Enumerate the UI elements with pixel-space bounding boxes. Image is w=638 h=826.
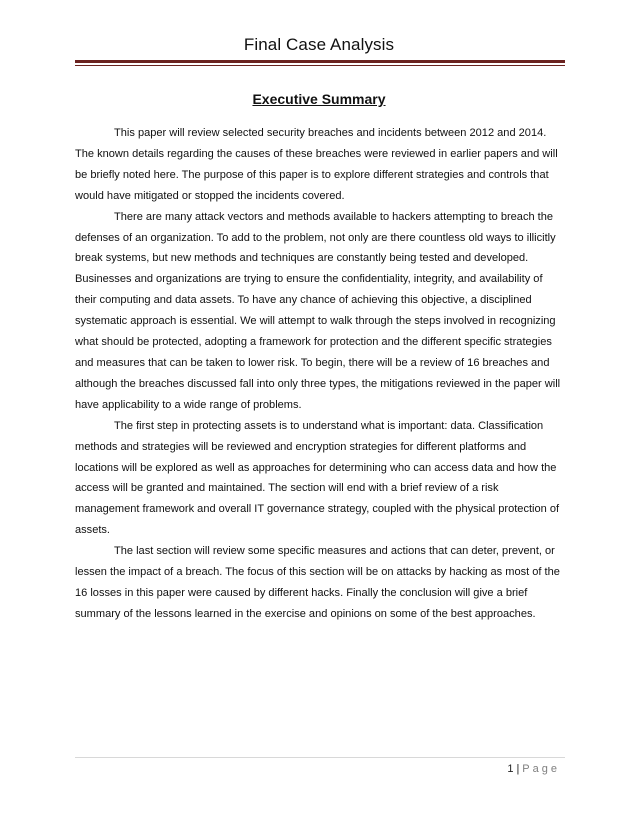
page-label: Page bbox=[522, 763, 560, 775]
paragraph: The first step in protecting assets is to understand what is important: data. Classification methods and strategies will be reviewed and encryption strategies for different platforms and locations will be explored as well as approaches for determining who can access data and how the access will be granted and maintained. The section will end with a brief review of a risk management framework and overall IT governance strategy, coupled with the physical protection of assets. bbox=[75, 419, 560, 537]
footer-separator: | bbox=[516, 763, 520, 775]
paragraph: The last section will review some specific measures and actions that can deter, prevent, or lessen the impact of a breach. The focus of this section will be on attacks by hacking as most of the 16 losses in this paper were caused by different hacks. Finally the conclusion will give a brief summary of the lessons learned in the exercise and opinions on some of the best approaches. bbox=[75, 545, 560, 620]
body-text bbox=[75, 123, 565, 625]
paragraph: This paper will review selected security breaches and incidents between 2012 and 2014. The known details regarding the causes of these breaches were reviewed in earlier papers and will be briefly noted here. The purpose of this paper is to explore different strategies and controls that would have mitigated or stopped the incidents covered. bbox=[75, 127, 558, 202]
header-divider-thick bbox=[75, 60, 565, 63]
paragraph: There are many attack vectors and methods available to hackers attempting to breach the defenses of an organization. To add to the problem, not only are there countless old ways to illicitly break systems, but new methods and techniques are constantly being tested and developed. Businesses and organizations are trying to ensure the confidentiality, integrity, and availability of their computing and data assets. To have any chance of achieving this objective, a disciplined systematic approach is essential. We will attempt to walk through the steps involved in recognizing what should be protected, adopting a framework for protection and the different specific strategies and measures that can be taken to lower risk. To begin, there will be a review of 16 breaches and although the breaches discussed fall into only three types, the mitigations reviewed in the paper will have applicability to a wide range of problems. bbox=[75, 210, 561, 411]
header-divider-thin bbox=[75, 65, 565, 66]
page-header-title: Final Case Analysis bbox=[243, 35, 395, 54]
footer-divider bbox=[75, 757, 565, 758]
page-number: 1 bbox=[507, 763, 514, 775]
section-heading: Executive Summary bbox=[252, 91, 386, 107]
page-footer bbox=[507, 763, 560, 775]
